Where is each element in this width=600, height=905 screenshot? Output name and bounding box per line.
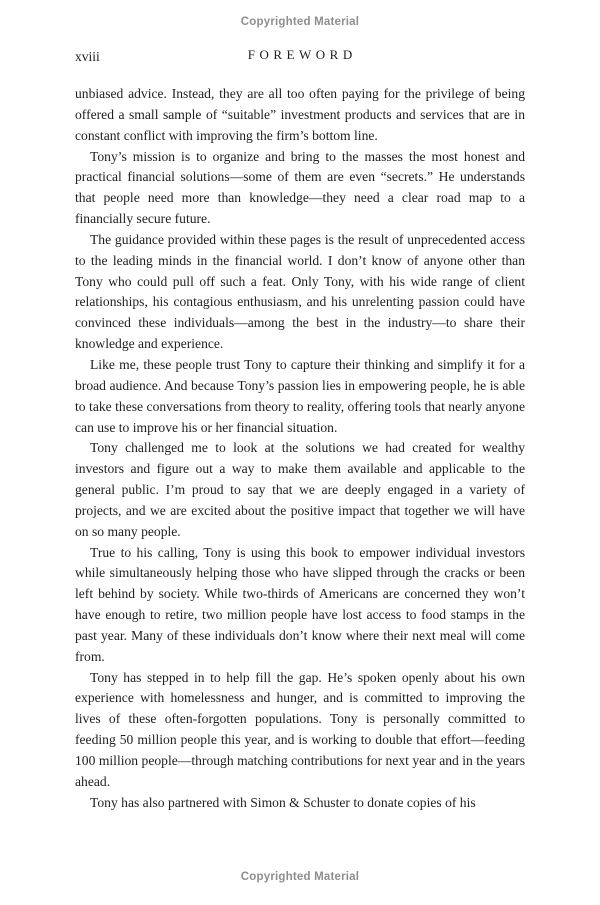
paragraph: unbiased advice. Instead, they are all too often paying for the privilege of being offered a small sample of “suitable” investment products and services that are in constant conflict with improving the firm’s bottom line. — [75, 86, 525, 143]
running-head: FOREWORD — [247, 47, 357, 62]
paragraph: True to his calling, Tony is using this book to empower individual investors while simultaneously helping those who have slipped through the cracks or been left behind by society. While two-thirds of Americans are concerned they won’t have enough to retire, two million people have lost access to food stamps in the past year. Many of these individuals don’t know where their next meal will come from. — [75, 544, 525, 664]
page-number: xviii — [75, 49, 100, 64]
paragraph: Like me, these people trust Tony to capture their thinking and simplify it for a broad audience. And because Tony’s passion lies in empowering people, he is able to take these conversations from theory to reality, offering tools that nearly anyone can use to improve his or her financial situation. — [75, 356, 525, 435]
paragraph: Tony has also partnered with Simon & Schuster to donate copies of his — [90, 794, 476, 810]
paragraph: The guidance provided within these pages is the result of unprecedented access to the leading minds in the financial world. I don’t know of anyone other than Tony who could pull off such a feat. Only Tony, with his wide range of client relationships, his contagious enthusiasm, and his unrelenting passion could have convinced these individuals—among the best in the industry—to share their knowledge and experience. — [75, 231, 525, 352]
copyright-notice-bottom: Copyrighted Material — [240, 871, 360, 883]
paragraph: Tony’s mission is to organize and bring to the masses the most honest and practical financial solutions—some of them are even “secrets.” He understands that people need more than knowledge—they need a clear road map to a financially secure future. — [75, 148, 525, 227]
paragraph: Tony challenged me to look at the solutions we had created for wealthy investors and figure out a way to make them available and applicable to the general public. I’m proud to say that we are deeply engaged in a variety of projects, and we are excited about the positive impact that together we will have on so many people. — [75, 440, 525, 539]
page-header — [75, 47, 525, 65]
body-text — [75, 84, 525, 814]
paragraph: Tony has stepped in to help fill the gap. He’s spoken openly about his own experience with homelessness and hunger, and is committed to improving the lives of these often-forgotten populations. Tony is personally committed to feeding 50 million people this year, and is working to double that effort—feeding 100 million people—through matching contributions for next year and in the years ahead. — [75, 669, 525, 789]
copyright-notice-top: Copyrighted Material — [240, 16, 360, 28]
